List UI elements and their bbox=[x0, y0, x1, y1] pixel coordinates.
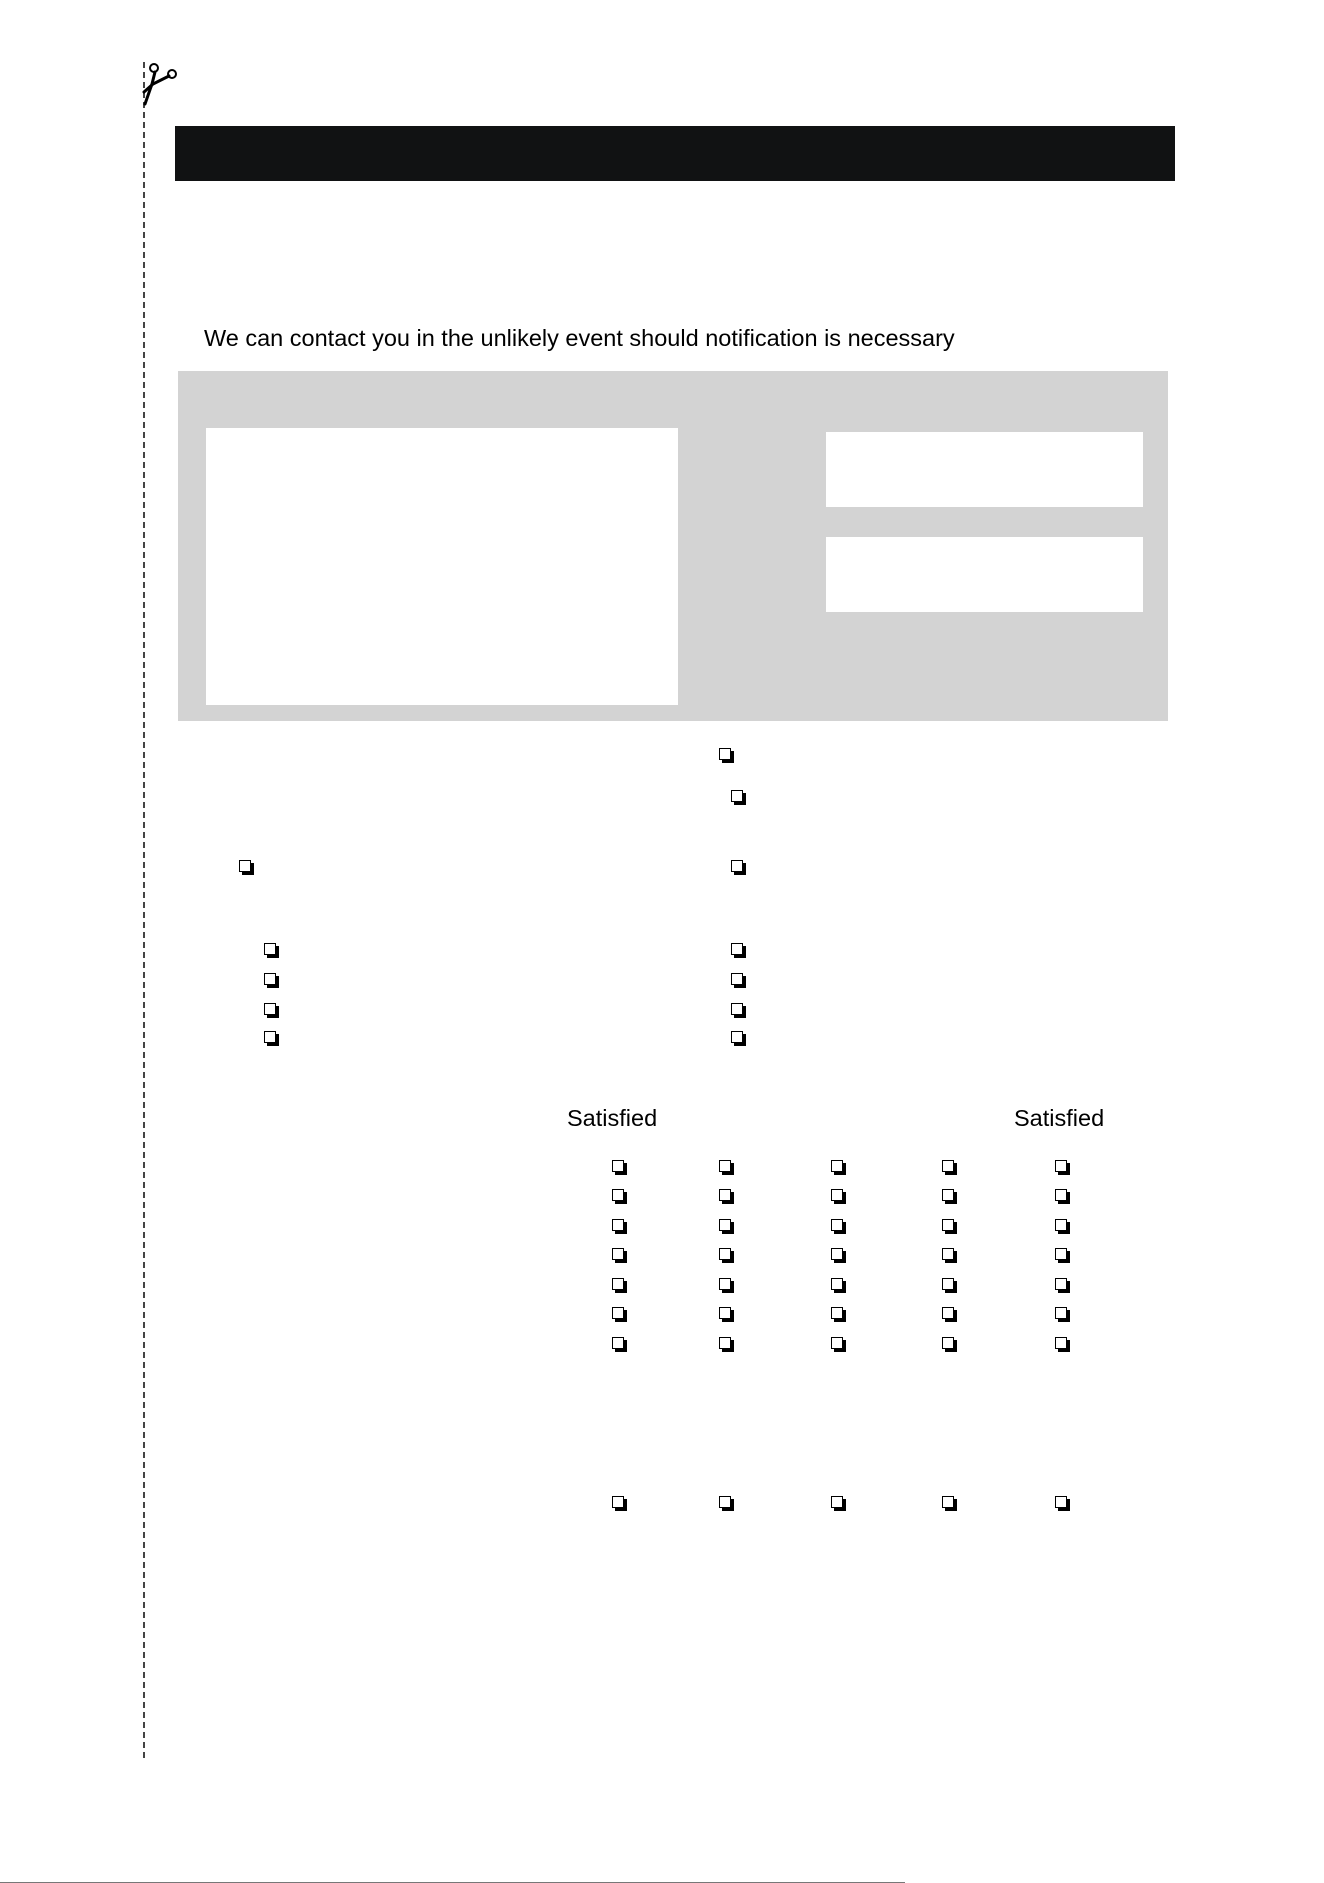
rating-checkbox[interactable] bbox=[1055, 1248, 1067, 1260]
rating-checkbox[interactable] bbox=[719, 1337, 731, 1349]
rating-checkbox[interactable] bbox=[719, 1160, 731, 1172]
rating-checkbox[interactable] bbox=[942, 1307, 954, 1319]
rating-checkbox[interactable] bbox=[719, 1307, 731, 1319]
rating-checkbox[interactable] bbox=[942, 1496, 954, 1508]
option-checkbox[interactable] bbox=[264, 1003, 276, 1015]
rating-checkbox[interactable] bbox=[612, 1248, 624, 1260]
option-checkbox[interactable] bbox=[264, 943, 276, 955]
rating-checkbox[interactable] bbox=[612, 1189, 624, 1201]
rating-checkbox[interactable] bbox=[612, 1496, 624, 1508]
rating-checkbox[interactable] bbox=[831, 1337, 843, 1349]
scale-left-label: Satisfied bbox=[567, 1105, 658, 1131]
rating-checkbox[interactable] bbox=[1055, 1307, 1067, 1319]
section-title-bar bbox=[175, 126, 1175, 181]
scale-right-label: Satisfied bbox=[1014, 1105, 1105, 1131]
rating-checkbox[interactable] bbox=[942, 1160, 954, 1172]
rating-checkbox[interactable] bbox=[942, 1219, 954, 1231]
rating-checkbox[interactable] bbox=[942, 1189, 954, 1201]
rating-checkbox[interactable] bbox=[719, 1189, 731, 1201]
address-field[interactable] bbox=[206, 428, 678, 705]
rating-checkbox[interactable] bbox=[1055, 1160, 1067, 1172]
rating-checkbox[interactable] bbox=[831, 1219, 843, 1231]
rating-checkbox[interactable] bbox=[612, 1307, 624, 1319]
rating-checkbox[interactable] bbox=[942, 1278, 954, 1290]
option-checkbox[interactable] bbox=[264, 1031, 276, 1043]
rating-checkbox[interactable] bbox=[1055, 1189, 1067, 1201]
option-checkbox[interactable] bbox=[264, 973, 276, 985]
rating-checkbox[interactable] bbox=[831, 1189, 843, 1201]
contact-consent-text: We can contact you in the unlikely event should notification is necessary bbox=[204, 325, 955, 351]
scissors-icon bbox=[138, 60, 180, 110]
rating-checkbox[interactable] bbox=[942, 1248, 954, 1260]
rating-checkbox[interactable] bbox=[942, 1337, 954, 1349]
phone-field[interactable] bbox=[826, 432, 1143, 507]
rating-checkbox[interactable] bbox=[831, 1278, 843, 1290]
rating-checkbox[interactable] bbox=[1055, 1219, 1067, 1231]
option-checkbox[interactable] bbox=[731, 943, 743, 955]
rating-checkbox[interactable] bbox=[719, 1496, 731, 1508]
rating-checkbox[interactable] bbox=[612, 1278, 624, 1290]
rating-checkbox[interactable] bbox=[612, 1160, 624, 1172]
rating-checkbox[interactable] bbox=[612, 1219, 624, 1231]
rating-checkbox[interactable] bbox=[1055, 1496, 1067, 1508]
rating-checkbox[interactable] bbox=[831, 1248, 843, 1260]
rating-checkbox[interactable] bbox=[831, 1160, 843, 1172]
rating-checkbox[interactable] bbox=[719, 1248, 731, 1260]
rating-checkbox[interactable] bbox=[612, 1337, 624, 1349]
option-checkbox[interactable] bbox=[239, 860, 251, 872]
rating-checkbox[interactable] bbox=[831, 1496, 843, 1508]
email-field[interactable] bbox=[826, 537, 1143, 612]
option-checkbox[interactable] bbox=[731, 1031, 743, 1043]
option-checkbox[interactable] bbox=[719, 748, 731, 760]
option-checkbox[interactable] bbox=[731, 1003, 743, 1015]
cut-line bbox=[143, 62, 145, 1758]
rating-checkbox[interactable] bbox=[831, 1307, 843, 1319]
option-checkbox[interactable] bbox=[731, 790, 743, 802]
rating-checkbox[interactable] bbox=[719, 1219, 731, 1231]
rating-checkbox[interactable] bbox=[1055, 1337, 1067, 1349]
rating-checkbox[interactable] bbox=[719, 1278, 731, 1290]
rating-checkbox[interactable] bbox=[1055, 1278, 1067, 1290]
option-checkbox[interactable] bbox=[731, 860, 743, 872]
option-checkbox[interactable] bbox=[731, 973, 743, 985]
